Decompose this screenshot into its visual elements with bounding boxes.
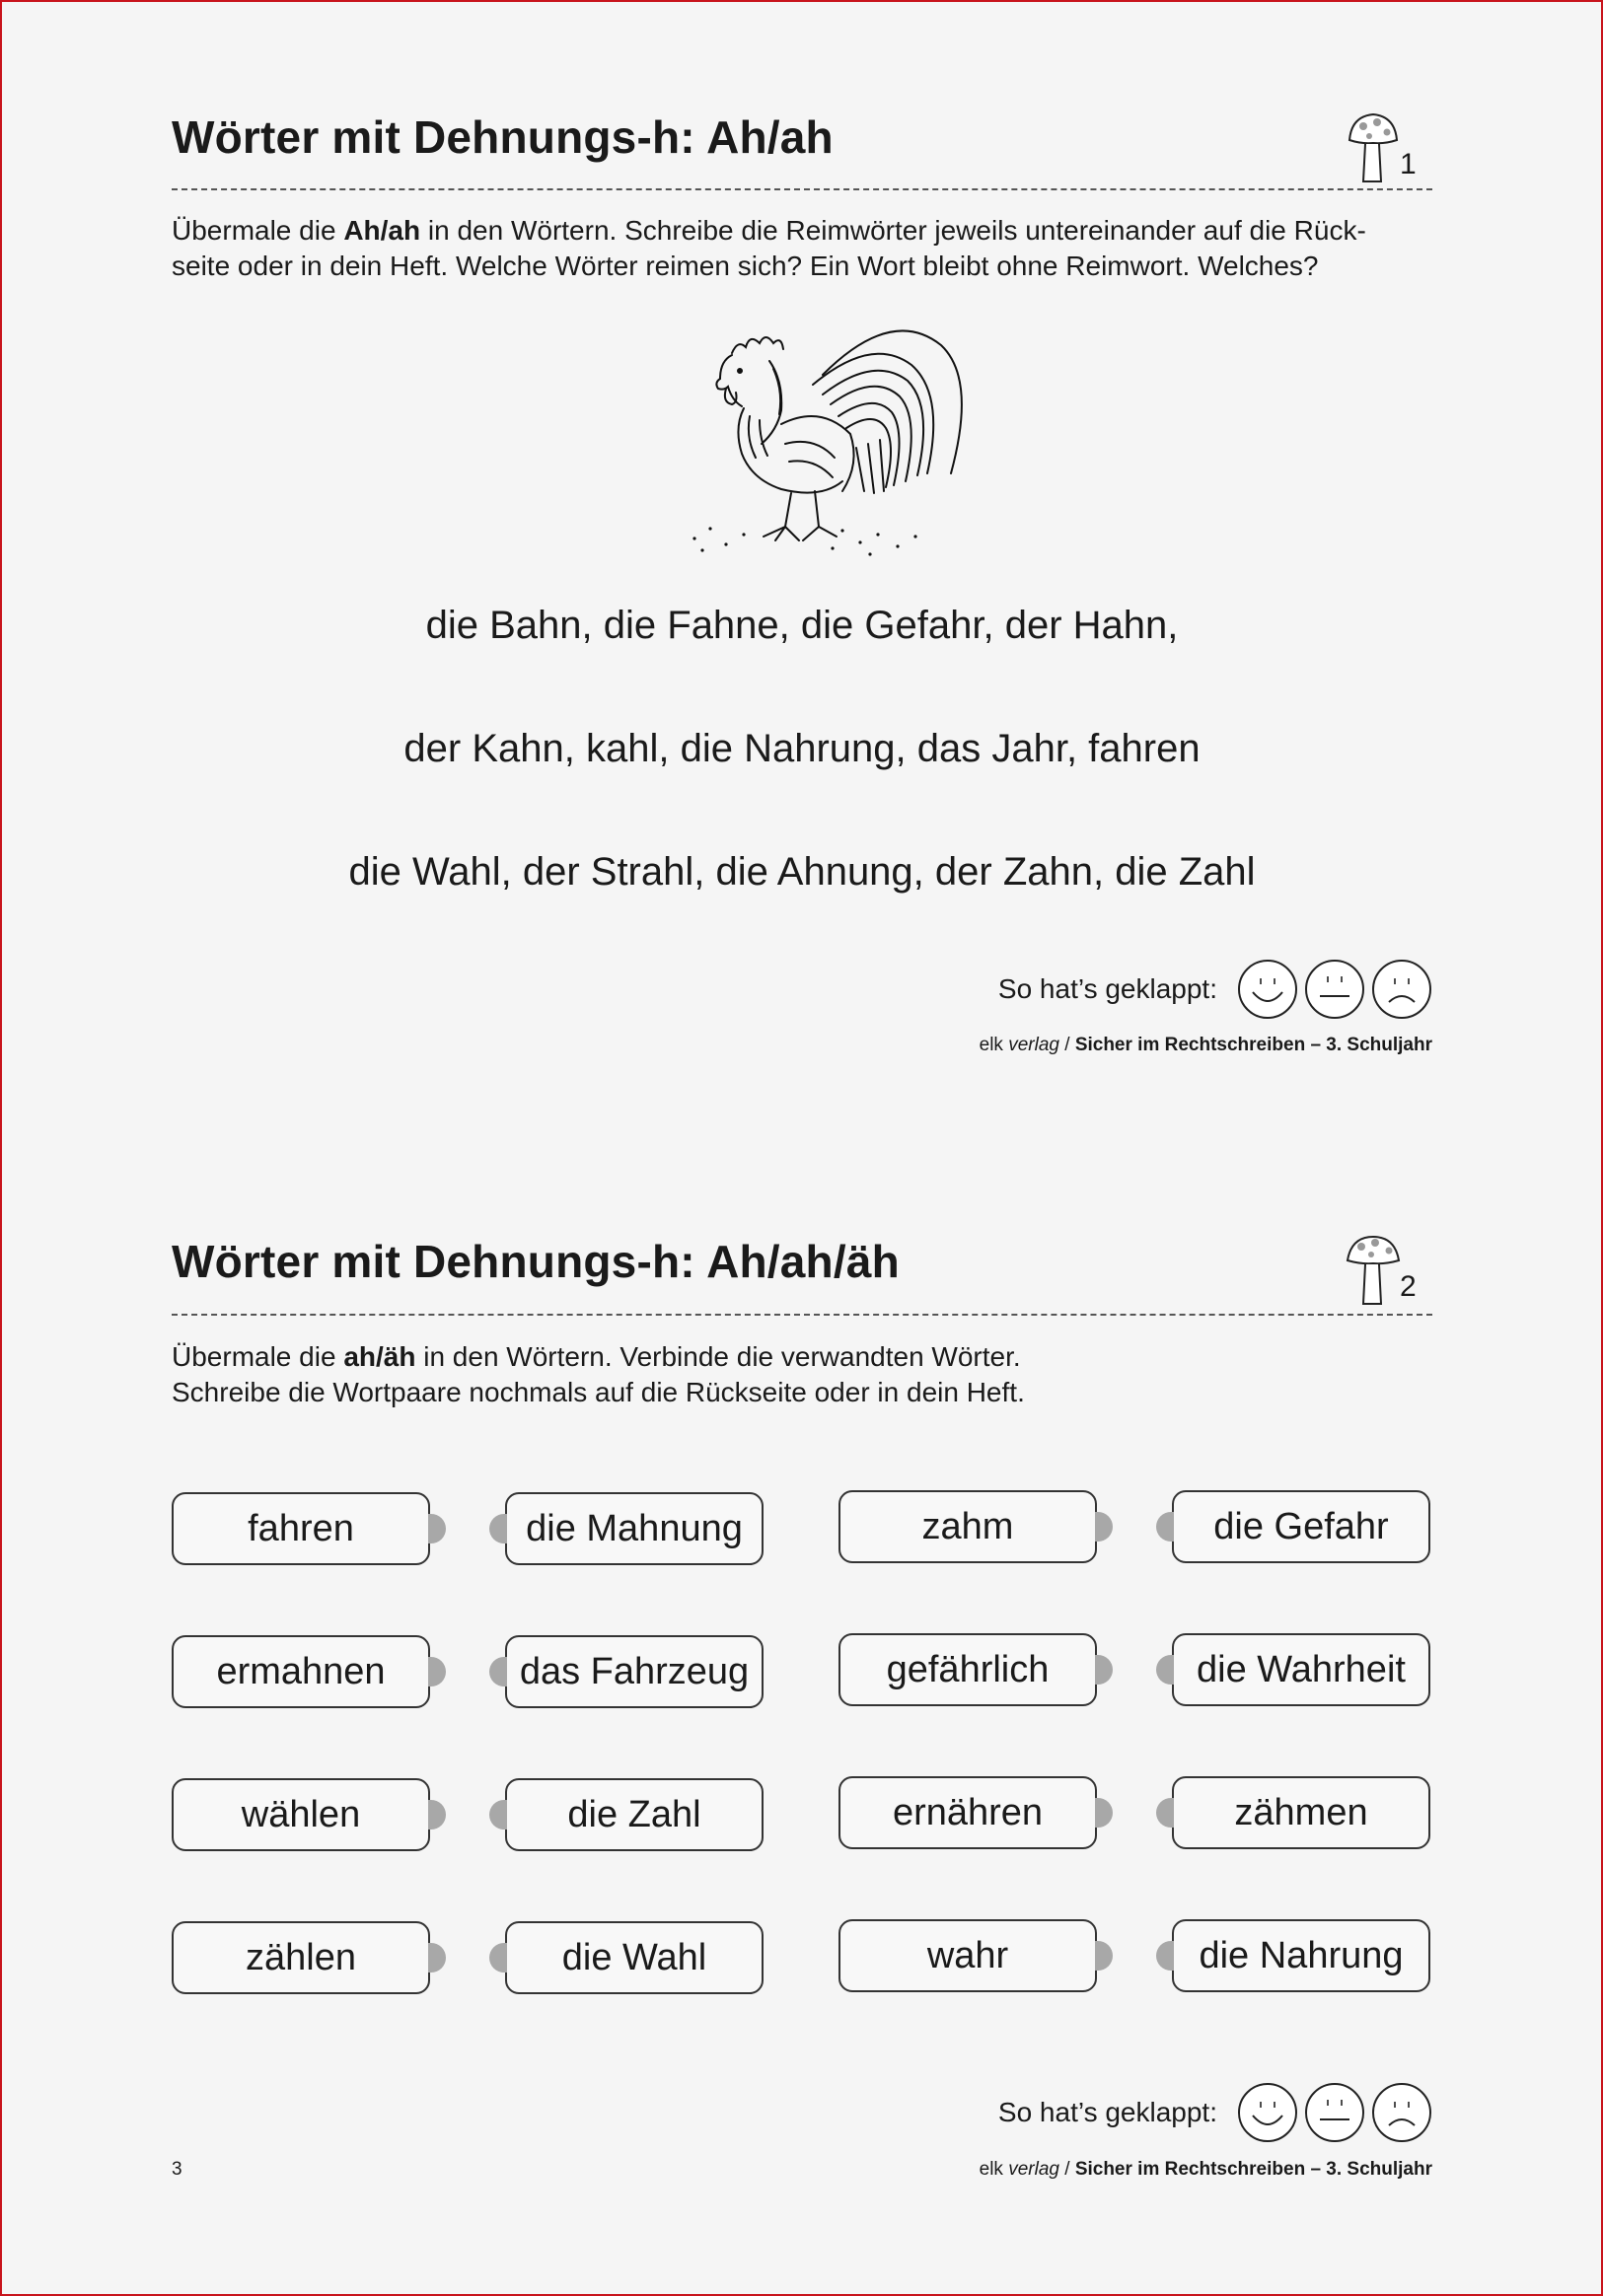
- instruction-text: Schreibe die Wortpaare nochmals auf die Rückseite oder in dein Heft.: [172, 1377, 1025, 1407]
- word-card[interactable]: [172, 1778, 430, 1851]
- word-card[interactable]: [1172, 1919, 1430, 1992]
- publisher-name: elk: [979, 2159, 1003, 2180]
- self-rating: [998, 959, 1432, 1020]
- word-card-label: die Zahl: [567, 1793, 701, 1835]
- instruction-text: seite oder in dein Heft. Welche Wörter reimen sich? Ein Wort bleibt ohne Reimwort. Welches?: [172, 251, 1319, 281]
- word-card-label: die Wahl: [561, 1936, 707, 1978]
- word-card-label: die Wahrheit: [1197, 1648, 1406, 1690]
- word-card[interactable]: [1172, 1490, 1430, 1563]
- instruction-text: in den Wörtern. Verbinde die verwandten Wörter.: [415, 1341, 1021, 1372]
- word-card-label: die Nahrung: [1199, 1934, 1404, 1976]
- word-card[interactable]: [172, 1492, 430, 1565]
- mushroom-icon: [1346, 110, 1401, 185]
- word-card-label: die Gefahr: [1213, 1505, 1389, 1547]
- worksheet-1-footer: [980, 1035, 1432, 1056]
- word-card-label: das Fahrzeug: [519, 1650, 750, 1692]
- neutral-face-icon[interactable]: [1304, 2082, 1365, 2143]
- worksheet-1-instruction: [172, 213, 1366, 284]
- rating-label: So hat’s geklappt:: [997, 2097, 1217, 2127]
- sad-face-icon[interactable]: [1371, 959, 1432, 1020]
- happy-face-icon[interactable]: [1237, 959, 1298, 1020]
- worksheet-2-title: Wörter mit Dehnungs-h: Ah/ah/äh: [172, 1236, 900, 1287]
- instruction-text: in den Wörtern. Schreibe die Reimwörter jeweils untereinander auf die Rück-: [420, 215, 1366, 246]
- word-card[interactable]: [838, 1919, 1097, 1992]
- footer-separator: /: [1058, 1035, 1075, 1055]
- worksheet-1-number: 1: [1400, 148, 1417, 180]
- word-card-label: ermahnen: [216, 1650, 386, 1692]
- word-card[interactable]: [1172, 1633, 1430, 1706]
- word-card-label: zählen: [246, 1936, 356, 1978]
- word-card-label: fahren: [248, 1507, 354, 1549]
- self-rating: [998, 2082, 1432, 2143]
- word-card[interactable]: [1172, 1776, 1430, 1849]
- word-card-label: ernähren: [892, 1791, 1044, 1833]
- instruction-text: Übermale die: [172, 1341, 344, 1372]
- word-card[interactable]: [172, 1921, 430, 1994]
- footer-separator: /: [1058, 2159, 1075, 2180]
- page-number: 3: [172, 2159, 182, 2180]
- sad-face-icon[interactable]: [1371, 2082, 1432, 2143]
- instruction-bold: ah/äh: [343, 1341, 416, 1372]
- rooster-illustration: [675, 325, 1079, 562]
- word-card[interactable]: [505, 1921, 764, 1994]
- publisher-suffix: verlag: [1008, 2159, 1059, 2180]
- worksheet-1-title: Wörter mit Dehnungs-h: Ah/ah: [172, 111, 834, 163]
- worksheet-2-number: 2: [1400, 1270, 1417, 1303]
- title-divider: [172, 188, 1432, 190]
- word-card-label: die Mahnung: [526, 1507, 743, 1549]
- word-card[interactable]: [838, 1776, 1097, 1849]
- word-card[interactable]: [505, 1778, 764, 1851]
- word-card[interactable]: [838, 1490, 1097, 1563]
- word-card[interactable]: [505, 1492, 764, 1565]
- worksheet-2-footer: [980, 2159, 1432, 2181]
- instruction-bold: Ah/ah: [343, 215, 421, 246]
- book-title: Sicher im Rechtschreiben – 3. Schuljahr: [1074, 1035, 1432, 1055]
- word-card[interactable]: [172, 1635, 430, 1708]
- word-line-1: die Bahn, die Fahne, die Gefahr, der Hahn,: [425, 604, 1179, 647]
- happy-face-icon[interactable]: [1237, 2082, 1298, 2143]
- word-card-label: zähmen: [1234, 1791, 1368, 1833]
- word-card-label: wahr: [926, 1934, 1009, 1976]
- instruction-text: Übermale die: [172, 215, 344, 246]
- publisher-name: elk: [979, 1035, 1003, 1055]
- mushroom-icon: [1346, 1233, 1401, 1308]
- word-line-3: die Wahl, der Strahl, die Ahnung, der Zahn, die Zahl: [348, 850, 1256, 894]
- word-card-label: wählen: [241, 1793, 361, 1835]
- title-divider: [172, 1314, 1432, 1316]
- rating-label: So hat’s geklappt:: [997, 973, 1217, 1004]
- word-card[interactable]: [838, 1633, 1097, 1706]
- publisher-suffix: verlag: [1008, 1035, 1059, 1055]
- word-card-label: zahm: [921, 1505, 1014, 1547]
- worksheet-2-instruction: [172, 1339, 1025, 1410]
- neutral-face-icon[interactable]: [1304, 959, 1365, 1020]
- word-card-label: gefährlich: [886, 1648, 1050, 1690]
- book-title: Sicher im Rechtschreiben – 3. Schuljahr: [1074, 2159, 1432, 2180]
- word-card[interactable]: [505, 1635, 764, 1708]
- word-line-2: der Kahn, kahl, die Nahrung, das Jahr, fahren: [403, 727, 1201, 770]
